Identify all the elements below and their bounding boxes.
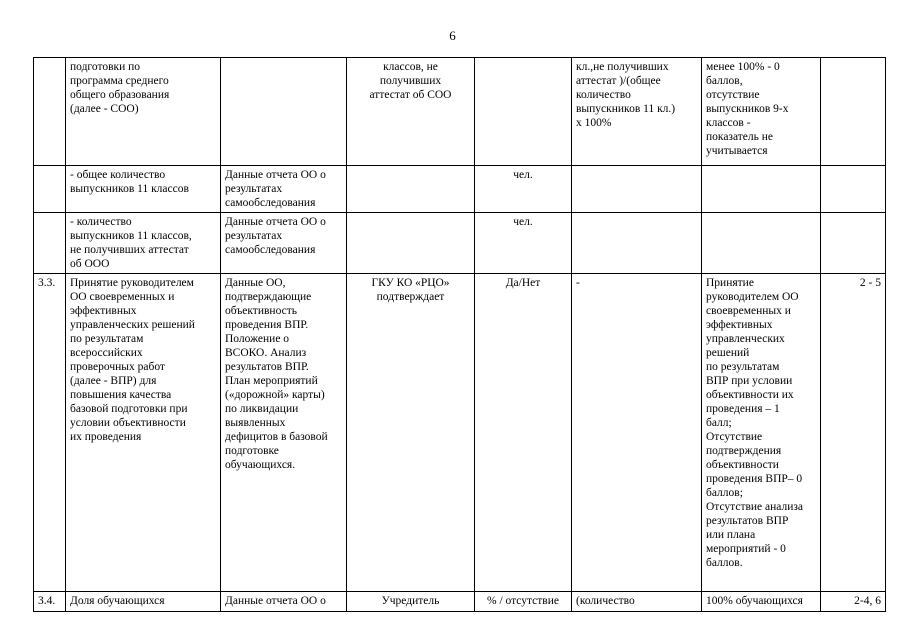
- cell-responsible: [347, 213, 475, 274]
- cell-source: Данные отчета ОО о: [221, 592, 347, 612]
- cell-unit: Да/Нет: [475, 274, 572, 592]
- cell-formula: [572, 166, 702, 213]
- cell-unit: % / отсутствие: [475, 592, 572, 612]
- cell-ref: [821, 166, 886, 213]
- cell-source: Данные отчета ОО о результатах самообследования: [221, 166, 347, 213]
- page-number: 6: [449, 28, 456, 43]
- cell-scoring: 100% обучающихся: [702, 592, 821, 612]
- cell-scoring: менее 100% - 0 баллов, отсутствие выпускников 9-х классов - показатель не учитывается: [702, 58, 821, 166]
- cell-number: 3.3.: [34, 274, 66, 592]
- cell-unit: чел.: [475, 166, 572, 213]
- cell-source: Данные ОО, подтверждающие объективность проведения ВПР. Положение о ВСОКО. Анализ результатов ВПР. План мероприятий («дорожной» карты) по ликвидации выявленных дефицитов в базовой подготовке обучающихся.: [221, 274, 347, 592]
- cell-formula: (количество: [572, 592, 702, 612]
- cell-indicator: Принятие руководителем ОО своевременных и эффективных управленческих решений по результатам всероссийских проверочных работ (далее - ВПР) для повышения качества базовой подготовки при условии объективности их проведения: [66, 274, 221, 592]
- cell-formula: [572, 213, 702, 274]
- cell-indicator: - количество выпускников 11 классов, не получивших аттестат об ООО: [66, 213, 221, 274]
- cell-number: [34, 166, 66, 213]
- table-row: [34, 213, 886, 274]
- cell-indicator: Доля обучающихся: [66, 592, 221, 612]
- cell-ref: 2 - 5: [821, 274, 886, 592]
- cell-responsible: классов, не получивших аттестат об СОО: [347, 58, 475, 166]
- table-row: [34, 58, 886, 166]
- cell-formula: кл.,не получивших аттестат )/(общее количество выпускников 11 кл.) х 100%: [572, 58, 702, 166]
- cell-indicator: - общее количество выпускников 11 классов: [66, 166, 221, 213]
- cell-number: [34, 58, 66, 166]
- cell-indicator: подготовки по программа среднего общего образования (далее - СОО): [66, 58, 221, 166]
- table-row: [34, 592, 886, 612]
- cell-responsible: Учредитель: [347, 592, 475, 612]
- cell-ref: [821, 213, 886, 274]
- table-row: [34, 274, 886, 592]
- cell-ref: [821, 58, 886, 166]
- cell-scoring: Принятие руководителем ОО своевременных и эффективных управленческих решений по результатам ВПР при условии объективности их проведения – 1 балл; Отсутствие подтверждения объективности проведения ВПР– 0 баллов; Отсутствие анализа результатов ВПР или плана мероприятий - 0 баллов.: [702, 274, 821, 592]
- cell-number: 3.4.: [34, 592, 66, 612]
- criteria-table: [33, 57, 886, 612]
- cell-responsible: [347, 166, 475, 213]
- cell-scoring: [702, 213, 821, 274]
- cell-unit: чел.: [475, 213, 572, 274]
- cell-formula: -: [572, 274, 702, 592]
- cell-ref: 2-4, 6: [821, 592, 886, 612]
- cell-responsible: ГКУ КО «РЦО» подтверждает: [347, 274, 475, 592]
- cell-number: [34, 213, 66, 274]
- cell-source: [221, 58, 347, 166]
- cell-scoring: [702, 166, 821, 213]
- table-row: [34, 166, 886, 213]
- cell-unit: [475, 58, 572, 166]
- cell-source: Данные отчета ОО о результатах самообследования: [221, 213, 347, 274]
